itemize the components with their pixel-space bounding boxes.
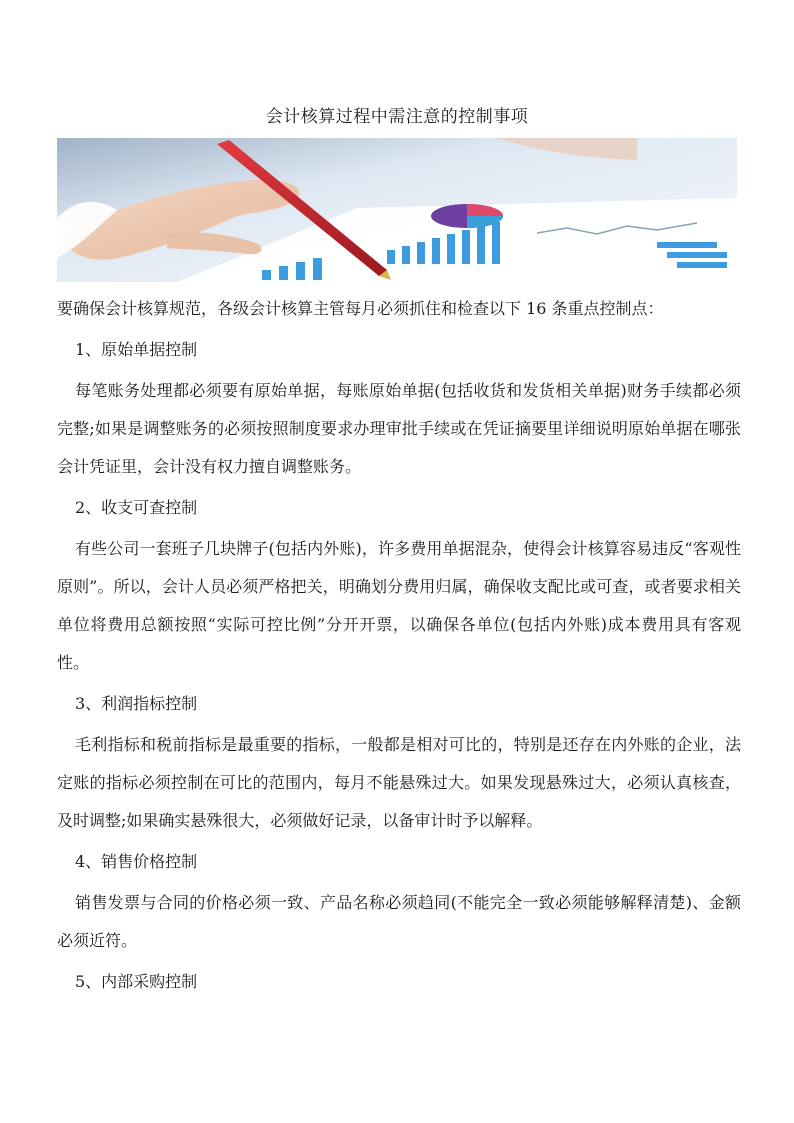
section-body: 每笔账务处理都必须要有原始单据，每账原始单据(包括收货和发货相关单据)财务手续都必须完整;如果是调整账务的必须按照制度要求办理审批手续或在凭证摘要里详细说明原始单据在哪张会计凭证里，会计没有权力擅自调整账务。 (57, 381, 741, 476)
banner-image (57, 138, 737, 282)
section-body: 销售发票与合同的价格必须一致、产品名称必须趋同(不能完全一致必须能够解释清楚)、金额必须近符。 (57, 893, 741, 950)
intro-paragraph: 要确保会计核算规范，各级会计核算主管每月必须抓住和检查以下 16 条重点控制点： (57, 299, 664, 318)
page-title: 会计核算过程中需注意的控制事项 (265, 107, 529, 127)
section-heading: 5、内部采购控制 (75, 972, 198, 991)
section-heading: 3、利润指标控制 (75, 694, 198, 713)
banner-photo-icon (57, 138, 737, 282)
section-heading: 4、销售价格控制 (75, 852, 198, 871)
document-body (57, 290, 741, 1004)
section-body: 毛利指标和税前指标是最重要的指标，一般都是相对可比的，特别是还存在内外账的企业，法定账的指标必须控制在可比的范围内，每月不能悬殊过大。如果发现悬殊过大，必须认真核查，及时调整;如果确实悬殊很大，必须做好记录，以备审计时予以解释。 (57, 735, 741, 830)
section-heading: 1、原始单据控制 (75, 340, 198, 359)
section-body: 有些公司一套班子几块牌子(包括内外账)，许多费用单据混杂，使得会计核算容易违反“客观性原则”。所以，会计人员必须严格把关，明确划分费用归属，确保收支配比或可查，或者要求相关单位将费用总额按照“实际可控比例”分开开票，以确保各单位(包括内外账)成本费用具有客观性。 (57, 539, 741, 672)
section-heading: 2、收支可查控制 (75, 498, 198, 517)
